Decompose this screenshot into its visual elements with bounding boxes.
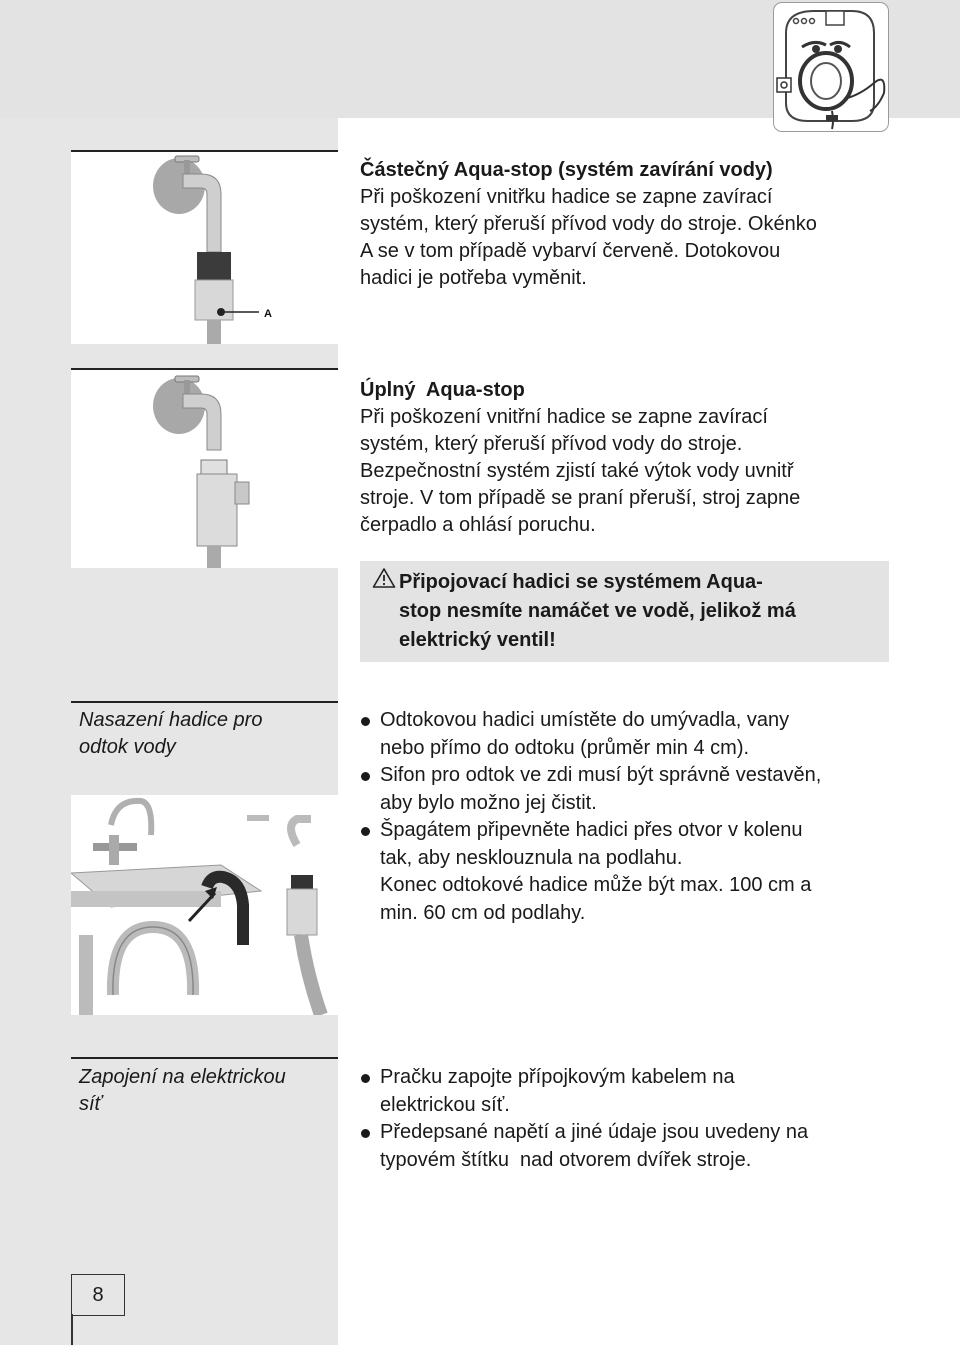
drain-hose-heading: [79, 707, 329, 761]
text-line: systém, který přeruší přívod vody do stroje. Okénko: [360, 213, 817, 235]
list-item: [359, 872, 939, 927]
list-line: Odtokovou hadici umístěte do umývadla, vany: [380, 709, 790, 731]
list-line: typovém štítku nad otvorem dvířek stroje.: [380, 1148, 752, 1171]
section3-divider: [71, 701, 338, 703]
list-line: tak, aby nesklouznula na podlahu.: [380, 846, 683, 869]
list-item: [359, 762, 939, 817]
heading-line: Nasazení hadice pro: [79, 709, 263, 731]
full-aqua-stop-title: Úplný Aqua-stop: [360, 379, 525, 401]
list-line: Předepsané napětí a jiné údaje jsou uvedeny na: [380, 1121, 809, 1143]
section4-divider: [71, 1057, 338, 1059]
section1-divider: [71, 150, 338, 152]
page-number-line: [71, 1314, 73, 1345]
partial-aqua-stop-image: [71, 152, 338, 344]
text-line: Bezpečnostní systém zjistí také výtok vody uvnitř: [360, 460, 794, 482]
warning-line: elektrický ventil!: [399, 629, 556, 651]
text-line: čerpadlo a ohlásí poruchu.: [360, 514, 596, 536]
drain-hose-instructions: [359, 707, 939, 927]
list-item: [359, 707, 939, 762]
full-aqua-stop-image: [71, 370, 338, 568]
text-line: Při poškození vnitřní hadice se zapne zavírací: [360, 406, 768, 428]
list-item: [359, 817, 939, 872]
text-line: Při poškození vnitřku hadice se zapne zavírací: [360, 186, 773, 208]
list-item: [359, 1064, 939, 1119]
full-aqua-stop-text: [360, 377, 920, 539]
partial-aqua-stop-text: [360, 157, 920, 292]
list-line: min. 60 cm od podlahy.: [380, 901, 586, 924]
warning-line: Připojovací hadici se systémem Aqua-: [399, 571, 763, 593]
drain-hose-image: [71, 795, 338, 1015]
logo: [773, 2, 889, 132]
washing-machine-mascot-icon: [774, 3, 888, 131]
text-line: A se v tom případě vybarví červeně. Dotokovou: [360, 240, 781, 262]
list-item: [359, 1119, 939, 1174]
heading-line: Zapojení na elektrickou: [79, 1066, 286, 1088]
list-line: Sifon pro odtok ve zdi musí být správně vestavěn,: [380, 764, 822, 786]
warning-box: [360, 561, 889, 662]
section2-divider: [71, 368, 338, 370]
warning-triangle-icon: [372, 567, 396, 589]
list-line: Špagátem připevněte hadici přes otvor v kolenu: [380, 819, 803, 841]
power-connection-heading: [79, 1064, 334, 1118]
list-line: elektrickou síť.: [380, 1093, 510, 1116]
list-line: aby bylo možno jej čistit.: [380, 791, 597, 814]
heading-line: odtok vody: [79, 736, 176, 758]
page-number: 8: [71, 1274, 125, 1316]
list-line: nebo přímo do odtoku (průměr min 4 cm).: [380, 736, 750, 759]
list-line: Pračku zapojte přípojkovým kabelem na: [380, 1066, 735, 1088]
heading-line: síť: [79, 1093, 102, 1115]
warning-line: stop nesmíte namáčet ve vodě, jelikož má: [399, 600, 796, 622]
text-line: stroje. V tom případě se praní přeruší, stroj zapne: [360, 487, 801, 509]
power-connection-instructions: [359, 1064, 939, 1174]
list-line: Konec odtokové hadice může být max. 100 cm a: [380, 874, 812, 896]
text-line: systém, který přeruší přívod vody do stroje.: [360, 433, 743, 455]
partial-aqua-stop-title: Částečný Aqua-stop (systém zavírání vody): [360, 159, 773, 181]
window-a-label: A: [264, 308, 272, 320]
warning-text: [399, 568, 869, 655]
text-line: hadici je potřeba vyměnit.: [360, 267, 587, 289]
